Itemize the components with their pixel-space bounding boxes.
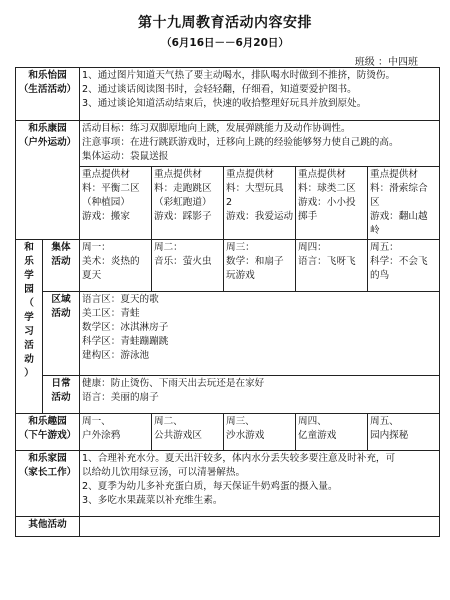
home-item: 1、合理补充水分。夏天出汗较多，体内水分丢失较多要注意及时补充，可 (82, 453, 396, 464)
study-area-row (16, 292, 440, 376)
sport-info (80, 121, 440, 167)
other-content (80, 517, 440, 537)
life-row (16, 68, 440, 121)
class-label: 班级 ：中四班 (354, 57, 418, 68)
play-day-cell: 周二、 公共游戏区 (152, 414, 224, 451)
group-day-cell: 周五： 科学：不会飞 的鸟 (368, 240, 440, 292)
sport-day-cell: 重点提供材 料：走跑跳区 （彩虹跑道） 游戏：踩影子 (152, 167, 224, 240)
play-day-cell: 周四、 亿童游戏 (296, 414, 368, 451)
daily-item: 语言：美丽的扇子 (82, 392, 159, 403)
home-item: 3、多吃水果蔬菜以补充维生素。 (82, 495, 223, 506)
sport-day-cell: 重点提供材 料：球类二区 游戏：小小投掷手 (296, 167, 368, 240)
group-day-cell: 周三： 数学：和扇子 玩游戏 (224, 240, 296, 292)
study-section-label: 和 乐 学 园 （ 学 习 活 动 ） (16, 240, 43, 414)
date-range: （6月16日－－6月20日） (161, 37, 289, 49)
group-activity-label: 集体 活动 (43, 240, 80, 292)
area-item: 科学区：青蛙蹦蹦跳 (82, 336, 169, 347)
play-day-cell: 周一、 户外涂鸦 (80, 414, 152, 451)
play-day-cell: 周三、 沙水游戏 (224, 414, 296, 451)
schedule-table (15, 67, 440, 537)
group-day-cell: 周二： 音乐：萤火虫 (152, 240, 224, 292)
life-content (80, 68, 440, 121)
life-section-label: 和乐怡园 （生活活动） (16, 68, 80, 121)
home-content (80, 451, 440, 517)
other-section-label: 其他活动 (16, 517, 80, 537)
sport-day-cell: 重点提供材 料：大型玩具 2 游戏：我爱运动 (224, 167, 296, 240)
play-row (16, 414, 440, 451)
area-item: 语言区：夏天的歌 (82, 294, 159, 305)
daily-activity-content (80, 376, 440, 414)
study-group-row (16, 240, 440, 292)
life-item: 2、通过谈话阅读图书时，会轻轻翻，仔细看，知道要爱护图书。 (82, 84, 357, 95)
sport-section-label: 和乐康园 （户外运动） (16, 121, 80, 240)
sport-goal: 活动目标：练习双脚原地向上跳，发展弹跳能力及动作协调性。 (82, 123, 351, 134)
play-day-cell: 周五、 园内探秘 (368, 414, 440, 451)
sport-note: 注意事项：在进行跳跃游戏时，迁移向上跳的经验能够努力使自己跳的高。 (82, 137, 399, 148)
group-day-cell: 周一： 美术：炎热的 夏天 (80, 240, 152, 292)
area-item: 美工区：青蛙 (82, 308, 140, 319)
daily-activity-label: 日常 活动 (43, 376, 80, 414)
life-item: 3、通过谈论知道活动结束后，快速的收拾整理好玩具并放到原处。 (82, 98, 367, 109)
area-activity-content (80, 292, 440, 376)
sport-group: 集体运动：袋鼠送报 (82, 151, 169, 162)
sport-days-row (16, 167, 440, 240)
group-day-cell: 周四： 语言：飞呀飞 (296, 240, 368, 292)
area-activity-label: 区域 活动 (43, 292, 80, 376)
play-section-label: 和乐趣园 （下午游戏） (16, 414, 80, 451)
life-item: 1、通过图片知道天气热了要主动喝水，排队喝水时做到不推挤，防烫伤。 (82, 70, 396, 81)
home-row (16, 451, 440, 517)
area-item: 建构区：游泳池 (82, 350, 150, 361)
home-section-label: 和乐家园 （家长工作） (16, 451, 80, 517)
sport-info-row (16, 121, 440, 167)
home-item: 以给幼儿饮用绿豆汤，可以清暑解热。 (82, 467, 246, 478)
sport-day-cell: 重点提供材 料：平衡二区 （种植园） 游戏：搬家 (80, 167, 152, 240)
other-row (16, 517, 440, 537)
study-daily-row (16, 376, 440, 414)
daily-item: 健康：防止烫伤、下雨天出去玩还是在家好 (82, 378, 265, 389)
page-title: 第十九周教育活动内容安排 (138, 15, 312, 31)
area-item: 数学区：冰淇淋房子 (82, 322, 169, 333)
home-item: 2、夏季为幼儿多补充蛋白质，每天保证牛奶鸡蛋的摄入量。 (82, 481, 338, 492)
sport-day-cell: 重点提供材 料：滑索综合区 游戏：翻山越岭 (368, 167, 440, 240)
